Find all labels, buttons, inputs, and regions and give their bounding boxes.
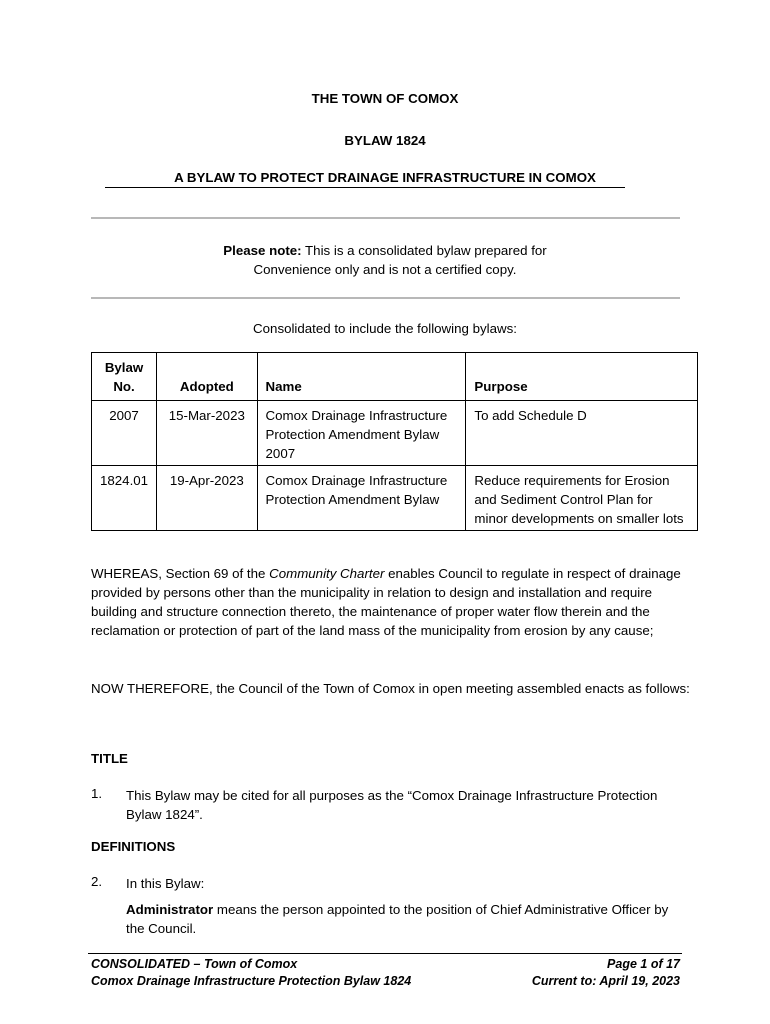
col-header-adopted: Adopted	[157, 353, 257, 401]
item-2-number: 2.	[91, 874, 103, 889]
section-heading-title: TITLE	[91, 751, 128, 766]
cell-bylaw-no: 2007	[92, 401, 157, 466]
col-header-bylaw-no: Bylaw No.	[92, 353, 157, 401]
footer-right	[532, 956, 680, 990]
cell-bylaw-no: 1824.01	[92, 466, 157, 531]
footer-consolidated: CONSOLIDATED – Town of Comox	[91, 957, 298, 971]
cell-adopted: 19-Apr-2023	[157, 466, 257, 531]
note-text-1: This is a consolidated bylaw prepared for	[301, 243, 547, 258]
note-label: Please note:	[223, 243, 302, 258]
cell-purpose: To add Schedule D	[466, 401, 698, 466]
section-heading-definitions: DEFINITIONS	[91, 839, 176, 854]
footer-left	[91, 956, 411, 990]
col-header-name: Name	[257, 353, 466, 401]
whereas-act-name: Community Charter	[269, 566, 385, 581]
cell-name: Comox Drainage Infrastructure Protection Amendment Bylaw	[257, 466, 466, 531]
footer-rule	[88, 953, 682, 954]
definition-administrator	[126, 900, 686, 938]
footer-current-date: Current to: April 19, 2023	[531, 974, 680, 988]
table-header-row	[92, 353, 698, 401]
cell-adopted: 15-Mar-2023	[157, 401, 257, 466]
consolidation-note	[0, 241, 770, 279]
note-rule-top	[91, 217, 680, 219]
title-underline	[105, 187, 625, 188]
cell-name: Comox Drainage Infrastructure Protection Amendment Bylaw 2007	[257, 401, 466, 466]
amendments-table	[91, 352, 698, 531]
footer-bylaw-name: Comox Drainage Infrastructure Protection Bylaw 1824	[91, 974, 412, 988]
note-text-2: Convenience only and is not a certified copy.	[253, 262, 517, 277]
cell-purpose: Reduce requirements for Erosion and Sediment Control Plan for minor developments on smaller lots	[466, 466, 698, 531]
header-bylaw-number: BYLAW 1824	[344, 133, 426, 148]
definition-term: Administrator	[126, 902, 214, 917]
item-1-text: This Bylaw may be cited for all purposes as the “Comox Drainage Infrastructure Protection Bylaw 1824”.	[126, 788, 658, 822]
footer-page-number: Page 1 of 17	[607, 957, 680, 971]
item-1-number: 1.	[91, 786, 103, 801]
header-bylaw-title: A BYLAW TO PROTECT DRAINAGE INFRASTRUCTURE IN COMOX	[174, 170, 596, 185]
definition-text: means the person appointed to the position of Chief Administrative Officer by the Council.	[126, 902, 669, 936]
whereas-text-pre: WHEREAS, Section 69 of the	[91, 566, 270, 581]
whereas-text-post: enables Council to regulate in respect of drainage provided by persons other than the municipality in relation to design and installation and require building and structure connection thereto, the maintenance of proper water flow therein and the reclamation or protection of part of the land mass of the municipality from erosion by any cause;	[91, 566, 681, 638]
table-row	[92, 401, 698, 466]
note-rule-bottom	[91, 297, 680, 299]
consolidated-intro: Consolidated to include the following bylaws:	[253, 321, 517, 336]
header-town: THE TOWN OF COMOX	[311, 91, 459, 106]
now-therefore-paragraph: NOW THEREFORE, the Council of the Town of Comox in open meeting assembled enacts as follows:	[91, 681, 690, 696]
table-row	[92, 466, 698, 531]
item-2-text: In this Bylaw:	[126, 876, 205, 891]
col-header-purpose: Purpose	[466, 353, 698, 401]
whereas-paragraph	[91, 564, 691, 640]
